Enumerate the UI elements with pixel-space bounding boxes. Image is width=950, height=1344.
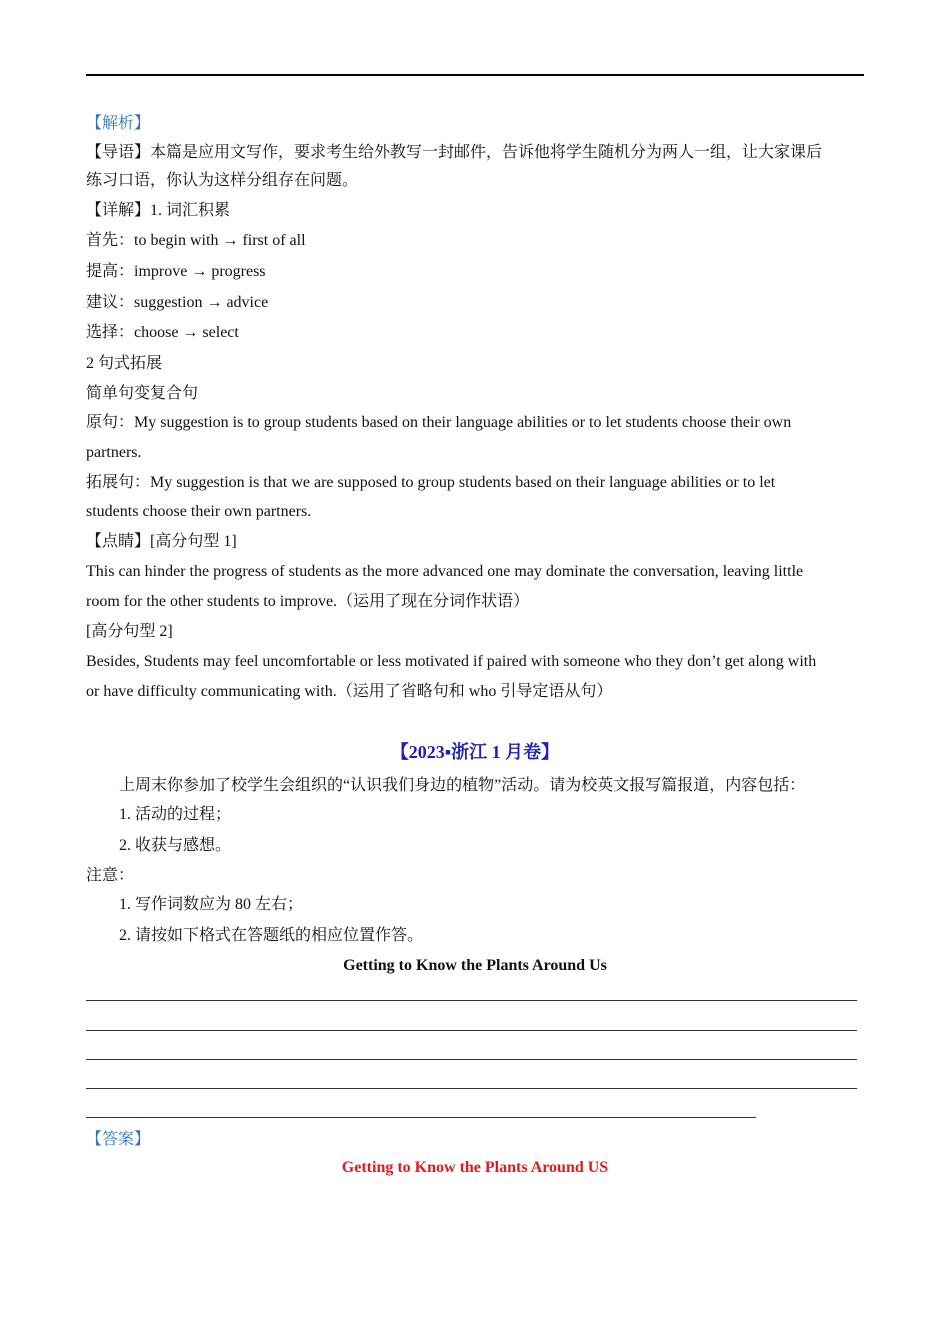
highlight-2-line-2: or have difficulty communicating with.（运用了省略句和 who 引导定语从句） bbox=[86, 683, 613, 700]
highlight-2-line-1: Besides, Students may feel uncomfortable or less motivated if paired with someone who they don’t get along with bbox=[86, 653, 817, 670]
vocab-item: 提高：improve → progress bbox=[86, 263, 266, 280]
sentence-heading: 2 句式拓展 bbox=[86, 355, 163, 372]
sentence-subheading: 简单句变复合句 bbox=[86, 385, 199, 402]
highlight-1-line-1: This can hinder the progress of students as the more advanced one may dominate the conversation, leaving little bbox=[86, 563, 804, 580]
guide-text-line-1: 【导语】本篇是应用文写作，要求考生给外教写一封邮件，告诉他将学生随机分为两人一组，让大家课后 bbox=[86, 144, 823, 161]
writing-line bbox=[86, 1030, 857, 1031]
highlight-heading: 【点睛】[高分句型 1] bbox=[86, 533, 237, 550]
task-point: 2. 收获与感想。 bbox=[119, 837, 232, 854]
expanded-sentence-line-1: 拓展句：My suggestion is that we are supposed to group students based on their language abilities or to let bbox=[86, 474, 776, 491]
writing-line bbox=[86, 1117, 756, 1118]
note-item: 2. 请按如下格式在答题纸的相应位置作答。 bbox=[119, 927, 424, 944]
vocab-item: 选择：choose → select bbox=[86, 324, 239, 341]
essay-title: Getting to Know the Plants Around Us bbox=[343, 957, 607, 974]
answer-title: Getting to Know the Plants Around US bbox=[341, 1159, 609, 1176]
writing-line bbox=[86, 1000, 857, 1001]
note-label: 注意： bbox=[86, 867, 135, 884]
original-sentence-line-1: 原句：My suggestion is to group students based on their language abilities or to let students choose their own bbox=[86, 414, 792, 431]
guide-text-line-2: 练习口语，你认为这样分组存在问题。 bbox=[86, 172, 359, 189]
task-prompt: 上周末你参加了校学生会组织的“认识我们身边的植物”活动。请为校英文报写篇报道，内容包括： bbox=[119, 777, 806, 794]
task-point: 1. 活动的过程； bbox=[119, 806, 232, 823]
writing-line bbox=[86, 1059, 857, 1060]
highlight-1-line-2: room for the other students to improve.（运用了现在分词作状语） bbox=[86, 593, 530, 610]
vocab-item: 首先：to begin with → first of all bbox=[86, 232, 306, 249]
highlight-2-heading: [高分句型 2] bbox=[86, 623, 173, 640]
note-item: 1. 写作词数应为 80 左右； bbox=[119, 896, 304, 913]
original-sentence-line-2: partners. bbox=[86, 444, 142, 461]
analysis-tag: 【解析】 bbox=[86, 115, 151, 132]
expanded-sentence-line-2: students choose their own partners. bbox=[86, 503, 312, 520]
vocab-item: 建议：suggestion → advice bbox=[86, 294, 269, 311]
header-rule bbox=[86, 74, 864, 76]
section-title: 【2023▪浙江 1 月卷】 bbox=[390, 742, 560, 762]
writing-line bbox=[86, 1088, 857, 1089]
detail-heading: 【详解】1. 词汇积累 bbox=[86, 202, 231, 219]
answer-tag: 【答案】 bbox=[86, 1131, 151, 1148]
